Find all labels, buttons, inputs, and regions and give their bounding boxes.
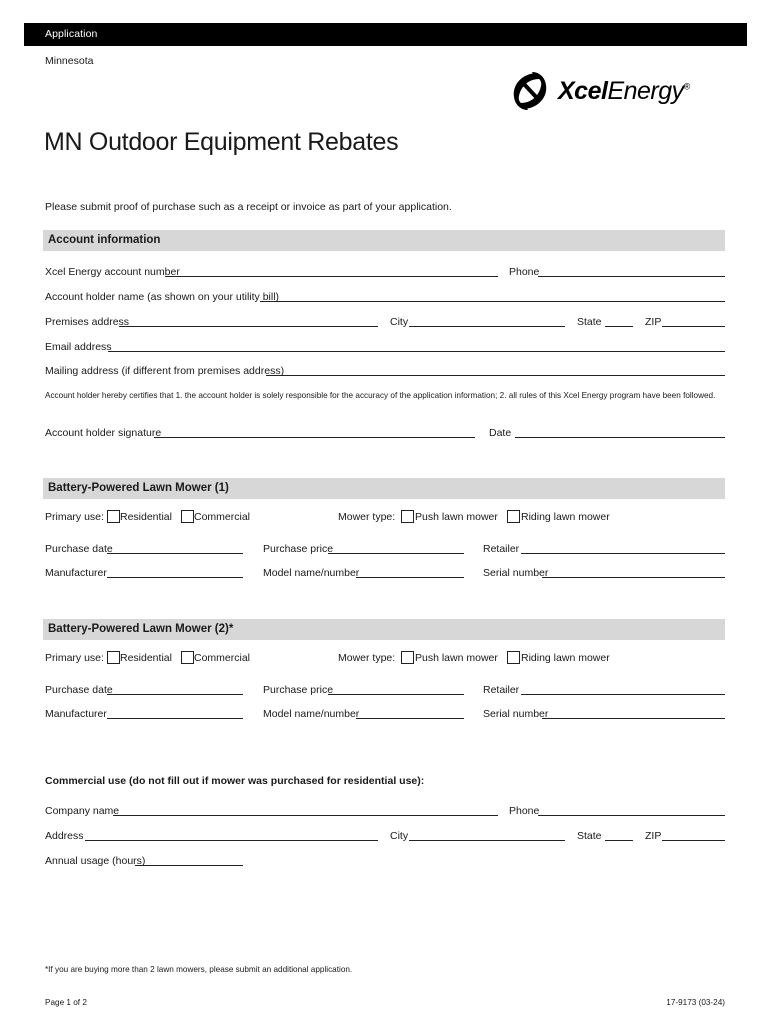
usage-row (45, 855, 725, 869)
company-city-label: City (390, 830, 409, 842)
city-field[interactable] (409, 326, 565, 327)
retailer-field[interactable] (521, 694, 725, 695)
riding-mower-checkbox[interactable] (507, 651, 520, 664)
email-row (45, 341, 725, 355)
commercial-heading-row (45, 775, 725, 789)
form-code: 17-9173 (03-24) (666, 998, 725, 1007)
commercial-checkbox[interactable] (181, 651, 194, 664)
push-mower-checkbox[interactable] (401, 510, 414, 523)
premises-label: Premises address (45, 316, 130, 328)
mower-1-heading: Battery-Powered Lawn Mower (1) (48, 482, 229, 494)
residential-checkbox[interactable] (107, 510, 120, 523)
primary-use-label: Primary use: (45, 511, 104, 523)
email-field[interactable] (108, 351, 725, 352)
purchase-date-field[interactable] (107, 694, 243, 695)
footer-row (45, 998, 725, 1012)
company-zip-field[interactable] (662, 840, 725, 841)
company-state-label: State (577, 830, 602, 842)
manufacturer-label: Manufacturer (45, 567, 107, 579)
signature-field[interactable] (154, 437, 475, 438)
holder-name-field[interactable] (260, 301, 725, 302)
account-number-field[interactable] (165, 276, 498, 277)
signature-label: Account holder signature (45, 427, 162, 439)
riding-mower-label: Riding lawn mower (521, 511, 610, 523)
mower-type-label: Mower type: (338, 652, 396, 664)
holder-name-row (45, 291, 725, 305)
manufacturer-field[interactable] (107, 718, 243, 719)
header-bar (24, 23, 747, 46)
riding-mower-label: Riding lawn mower (521, 652, 610, 664)
zip-field[interactable] (662, 326, 725, 327)
serial-label: Serial number (483, 567, 549, 579)
manufacturer-label: Manufacturer (45, 708, 107, 720)
certify-row (45, 391, 725, 405)
purchase-price-label: Purchase price (263, 543, 334, 555)
serial-field[interactable] (542, 577, 725, 578)
premises-row (45, 316, 725, 330)
mower-1-use-row (45, 511, 725, 525)
zip-label: ZIP (645, 316, 662, 328)
account-number-label: Xcel Energy account number (45, 266, 180, 278)
commercial-label: Commercial (194, 652, 251, 664)
model-label: Model name/number (263, 708, 360, 720)
xcel-energy-logo (508, 68, 728, 114)
serial-field[interactable] (542, 718, 725, 719)
mower-2-model-row (45, 708, 725, 722)
usage-field[interactable] (135, 865, 243, 866)
purchase-date-label: Purchase date (45, 684, 113, 696)
company-city-field[interactable] (409, 840, 565, 841)
riding-mower-checkbox[interactable] (507, 510, 520, 523)
mower-1-section-header (43, 478, 725, 499)
account-heading: Account information (48, 234, 161, 246)
purchase-date-field[interactable] (107, 553, 243, 554)
push-mower-checkbox[interactable] (401, 651, 414, 664)
company-phone-field[interactable] (538, 815, 725, 816)
mower-2-section-header (43, 619, 725, 640)
mailing-row (45, 365, 725, 379)
company-label: Company name (45, 805, 120, 817)
residential-checkbox[interactable] (107, 651, 120, 664)
signature-row (45, 427, 725, 441)
purchase-price-field[interactable] (328, 694, 464, 695)
state-field-label: State (577, 316, 602, 328)
page-title: MN Outdoor Equipment Rebates (44, 128, 399, 156)
retailer-label: Retailer (483, 684, 520, 696)
commercial-heading: Commercial use (do not fill out if mower was purchased for residential use): (45, 775, 425, 787)
phone-field[interactable] (538, 276, 725, 277)
purchase-date-label: Purchase date (45, 543, 113, 555)
residential-label: Residential (120, 652, 172, 664)
manufacturer-field[interactable] (107, 577, 243, 578)
footnote-row (45, 965, 725, 979)
logo-wordmark: XcelEnergy® (558, 76, 690, 105)
mower-2-heading: Battery-Powered Lawn Mower (2)* (48, 623, 234, 635)
push-mower-label: Push lawn mower (415, 511, 498, 523)
retailer-field[interactable] (521, 553, 725, 554)
mower-1-model-row (45, 567, 725, 581)
model-field[interactable] (356, 718, 464, 719)
push-mower-label: Push lawn mower (415, 652, 498, 664)
company-zip-label: ZIP (645, 830, 662, 842)
retailer-label: Retailer (483, 543, 520, 555)
mailing-field[interactable] (266, 375, 725, 376)
account-section-header (43, 230, 725, 251)
mower-2-purchase-row (45, 684, 725, 698)
date-label: Date (489, 427, 512, 439)
page-number: Page 1 of 2 (45, 998, 87, 1007)
intro-text: Please submit proof of purchase such as a receipt or invoice as part of your application. (45, 201, 452, 213)
company-address-row (45, 830, 725, 844)
mower-1-purchase-row (45, 543, 725, 557)
date-field[interactable] (515, 437, 725, 438)
residential-label: Residential (120, 511, 172, 523)
usage-label: Annual usage (hours) (45, 855, 146, 867)
state-field[interactable] (605, 326, 633, 327)
company-phone-label: Phone (509, 805, 540, 817)
company-field[interactable] (113, 815, 498, 816)
phone-label: Phone (509, 266, 540, 278)
city-label: City (390, 316, 409, 328)
address-label: Address (45, 830, 84, 842)
certify-text: Account holder hereby certifies that 1. the account holder is solely responsible for the accuracy of the application information; 2. all rules of this Xcel Energy program have been followed. (45, 391, 716, 400)
account-number-row (45, 266, 725, 280)
commercial-label: Commercial (194, 511, 251, 523)
premises-field[interactable] (119, 326, 378, 327)
holder-name-label: Account holder name (as shown on your utility bill) (45, 291, 280, 303)
mailing-label: Mailing address (if different from premises address) (45, 365, 285, 377)
purchase-price-field[interactable] (328, 553, 464, 554)
model-label: Model name/number (263, 567, 360, 579)
header-label: Application (45, 28, 98, 40)
model-field[interactable] (356, 577, 464, 578)
mower-2-use-row (45, 652, 725, 666)
commercial-checkbox[interactable] (181, 510, 194, 523)
company-row (45, 805, 725, 819)
address-field[interactable] (85, 840, 378, 841)
company-state-field[interactable] (605, 840, 633, 841)
mower-type-label: Mower type: (338, 511, 396, 523)
footnote: *If you are buying more than 2 lawn mowers, please submit an additional application. (45, 965, 353, 974)
purchase-price-label: Purchase price (263, 684, 334, 696)
state-label: Minnesota (45, 55, 94, 67)
email-label: Email address (45, 341, 112, 353)
primary-use-label: Primary use: (45, 652, 104, 664)
serial-label: Serial number (483, 708, 549, 720)
xcel-swirl-icon (508, 69, 552, 113)
